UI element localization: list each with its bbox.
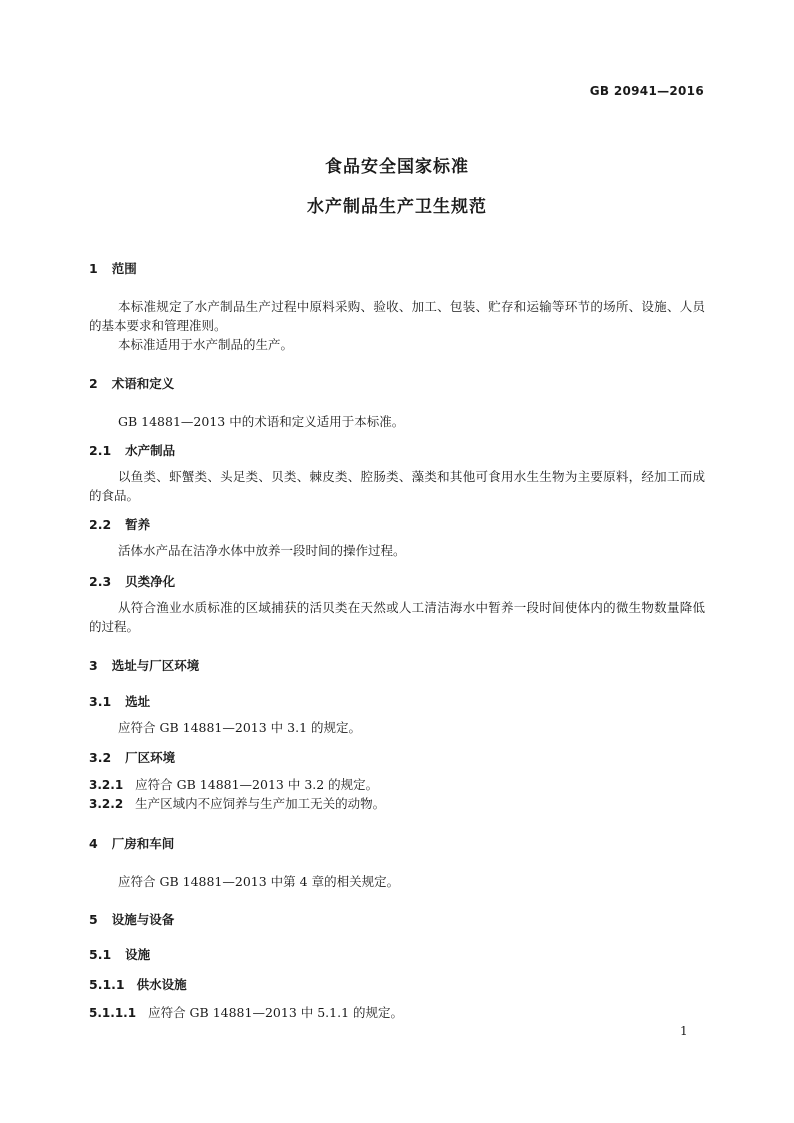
clause-3-2-1 <box>89 775 378 793</box>
page-number: 1 <box>680 1024 688 1038</box>
section-title: 选址与厂区环境 <box>111 658 200 673</box>
subsection-title: 贝类净化 <box>125 574 176 589</box>
section-number: 4 <box>89 836 98 851</box>
definition-shellfish-purification: 从符合渔业水质标准的区域捕获的活贝类在天然或人工清洁海水中暂养一段时间使体内的微生物数量降低的过程。 <box>89 600 705 634</box>
clause-text: 应符合 GB 14881—2013 中 5.1.1 的规定。 <box>148 1005 403 1020</box>
standard-number: GB 20941—2016 <box>589 84 704 98</box>
subsection-heading-2-1 <box>89 441 175 459</box>
paragraph-applicability: 本标准适用于水产制品的生产。 <box>118 337 294 352</box>
subsection-number: 5.1.1 <box>89 977 125 992</box>
section-number: 1 <box>89 261 98 276</box>
section-heading-4 <box>89 834 174 852</box>
subsection-number: 2.2 <box>89 517 112 532</box>
subsection-number: 2.3 <box>89 574 112 589</box>
definition-temporary-rearing: 活体水产品在洁净水体中放养一段时间的操作过程。 <box>118 543 406 558</box>
section-title: 术语和定义 <box>111 376 175 391</box>
section-heading-2 <box>89 374 174 392</box>
subsection-title: 水产制品 <box>125 443 176 458</box>
section-title: 厂房和车间 <box>111 836 175 851</box>
subsection-title: 厂区环境 <box>125 750 176 765</box>
subsection-title: 供水设施 <box>136 977 187 992</box>
definition-aquatic-products: 以鱼类、虾蟹类、头足类、贝类、棘皮类、腔肠类、藻类和其他可食用水生生物为主要原料，经加工而成的食品。 <box>89 469 705 503</box>
paragraph-scope: 本标准规定了水产制品生产过程中原料采购、验收、加工、包装、贮存和运输等环节的场所、设施、人员的基本要求和管理准则。 <box>89 299 705 333</box>
section-number: 3 <box>89 658 98 673</box>
section-title: 范围 <box>111 261 137 276</box>
section-heading-3 <box>89 656 199 674</box>
document-subtitle: 水产制品生产卫生规范 <box>307 197 487 217</box>
subsection-heading-5-1-1 <box>89 975 187 993</box>
subsection-number: 3.1 <box>89 694 112 709</box>
document-title: 食品安全国家标准 <box>325 157 469 177</box>
section-number: 5 <box>89 912 98 927</box>
clause-text: 生产区域内不应饲养与生产加工无关的动物。 <box>135 796 386 811</box>
paragraph-terms: GB 14881—2013 中的术语和定义适用于本标准。 <box>118 414 405 429</box>
clause-number: 5.1.1.1 <box>89 1006 137 1020</box>
section-heading-5 <box>89 910 174 928</box>
subsection-title: 选址 <box>125 694 151 709</box>
section-number: 2 <box>89 376 98 391</box>
subsection-heading-2-2 <box>89 515 150 533</box>
subsection-heading-3-2 <box>89 748 175 766</box>
subsection-number: 5.1 <box>89 947 112 962</box>
subsection-heading-5-1 <box>89 945 150 963</box>
subsection-title: 暂养 <box>125 517 151 532</box>
clause-number: 3.2.1 <box>89 778 124 792</box>
clause-text: 应符合 GB 14881—2013 中 3.2 的规定。 <box>135 777 379 792</box>
section-title: 设施与设备 <box>111 912 175 927</box>
section-heading-1 <box>89 259 137 277</box>
paragraph-site-selection: 应符合 GB 14881—2013 中 3.1 的规定。 <box>118 720 361 735</box>
subsection-title: 设施 <box>125 947 151 962</box>
clause-5-1-1-1 <box>89 1003 403 1021</box>
subsection-heading-2-3 <box>89 572 175 590</box>
paragraph-buildings: 应符合 GB 14881—2013 中第 4 章的相关规定。 <box>118 874 400 889</box>
clause-3-2-2 <box>89 794 385 812</box>
subsection-number: 3.2 <box>89 750 112 765</box>
subsection-number: 2.1 <box>89 443 112 458</box>
subsection-heading-3-1 <box>89 692 150 710</box>
clause-number: 3.2.2 <box>89 797 124 811</box>
